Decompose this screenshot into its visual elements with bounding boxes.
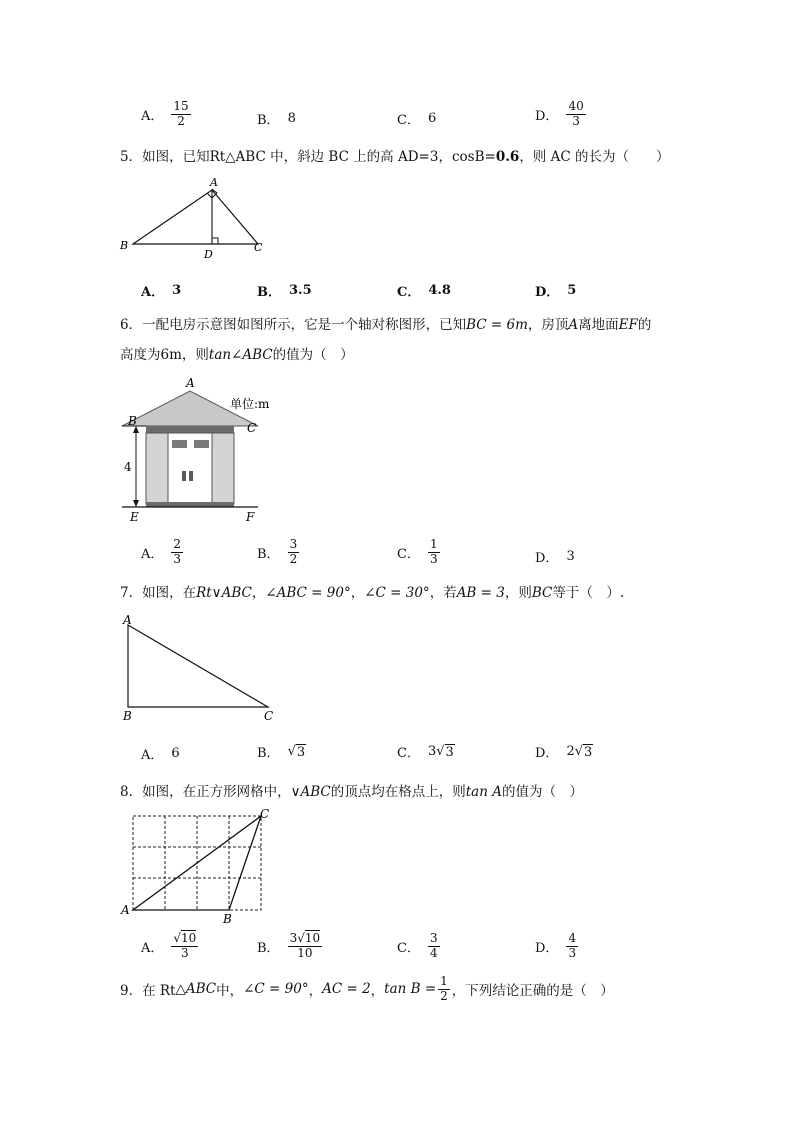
vertex-label-c: C	[260, 807, 270, 821]
option-label: C．	[397, 546, 420, 562]
denominator: 3	[173, 551, 182, 566]
vertex-label-b: B	[128, 414, 137, 428]
window-left	[172, 440, 187, 448]
vertex-label-b: B	[123, 709, 132, 723]
option-value: 4.8	[428, 283, 451, 298]
radicand: 10	[304, 931, 321, 945]
fraction	[171, 538, 183, 567]
fraction	[428, 538, 440, 567]
option-label: C．	[397, 746, 420, 761]
vertex-label-a: A	[123, 613, 132, 627]
fraction	[288, 932, 323, 961]
arrow-down	[133, 500, 139, 507]
denominator: 2	[289, 551, 298, 566]
q9-text: 中，	[216, 983, 244, 1000]
option-label: A．	[141, 940, 164, 956]
q7-triangle: Rt∨ABC	[196, 585, 252, 601]
q7-bc: BC	[531, 585, 553, 601]
unit-label: 单位:m	[230, 397, 270, 411]
fraction	[566, 100, 585, 129]
q9-text: ，	[370, 983, 385, 1000]
numerator	[288, 932, 323, 947]
fraction	[428, 932, 440, 961]
option-label: C．	[397, 940, 420, 956]
numerator: 2	[173, 537, 182, 551]
option-value: 8	[287, 111, 296, 126]
q5-option-c[interactable]	[397, 281, 451, 300]
q5-stem-tail: ，则 AC 的长为（ ）	[519, 149, 670, 165]
q9-tan-b: tan B =	[384, 981, 437, 998]
option-label: C．	[397, 285, 421, 300]
q8-option-d[interactable]	[535, 932, 578, 961]
denominator: 3	[429, 551, 438, 566]
q9-text: 9．在 Rt	[120, 983, 176, 1000]
q7-text: ，	[251, 585, 266, 601]
q7-text: 等于（ ）.	[552, 585, 625, 601]
option-label: B．	[257, 940, 280, 956]
radicand: 10	[181, 931, 197, 945]
q6-point-a: A	[568, 317, 579, 333]
left-wall	[146, 433, 168, 504]
q7-text: ，若	[429, 585, 457, 601]
fraction	[171, 100, 190, 129]
option-value: 3	[566, 549, 575, 564]
door-handle-right	[189, 471, 193, 481]
q8-text: 的顶点均在格点上，则	[330, 784, 466, 800]
coefficient: 2	[566, 744, 575, 759]
q7-text: ，则	[504, 585, 532, 601]
option-label: B．	[257, 285, 281, 300]
denominator: 4	[429, 945, 438, 960]
q8-grid-figure	[118, 806, 278, 928]
option-label: D．	[535, 746, 559, 761]
coefficient: 3	[289, 931, 298, 945]
radicand: 3	[584, 744, 593, 760]
q6-height-value: 6m	[160, 347, 182, 363]
q6-option-c[interactable]	[397, 538, 440, 567]
q5-option-b[interactable]	[257, 281, 312, 300]
fraction	[171, 932, 198, 961]
option-label: B．	[257, 746, 280, 761]
q6-text: ，则	[181, 347, 209, 363]
right-angle-mark-d	[212, 238, 218, 244]
q7-angle-abc: ∠ABC = 90°	[265, 585, 351, 601]
fraction	[566, 932, 578, 961]
denominator: 2	[177, 113, 185, 128]
q7-option-c[interactable]	[397, 742, 455, 761]
q7-triangle-figure	[118, 610, 288, 725]
q5-option-a[interactable]	[141, 281, 181, 300]
numerator: 40	[568, 99, 584, 113]
q7-text: 7．如图，在	[120, 585, 197, 601]
q7-option-b[interactable]	[257, 742, 306, 761]
eave-band	[146, 426, 234, 433]
q9-triangle: △ABC	[175, 981, 217, 998]
vertex-label-b: B	[120, 239, 129, 252]
denominator: 10	[297, 945, 313, 960]
q4-option-b[interactable]	[257, 109, 296, 128]
numerator: 15	[173, 99, 189, 113]
q5-cos-value: 0.6	[495, 149, 520, 165]
window-right	[194, 440, 209, 448]
denominator: 3	[572, 113, 580, 128]
option-label: B．	[257, 546, 280, 562]
numerator: 3	[429, 931, 438, 945]
numerator: 4	[568, 931, 577, 945]
foundation	[146, 502, 234, 507]
vertex-label-a: A	[186, 376, 195, 390]
vertex-label-e: E	[130, 510, 139, 523]
q7-option-a[interactable]	[141, 744, 180, 763]
q5-triangle-figure	[115, 175, 275, 260]
q6-text: ，房顶	[527, 317, 569, 333]
q9-text: ，	[308, 983, 323, 1000]
option-label: D．	[535, 108, 559, 124]
option-label: C．	[397, 113, 420, 128]
q6-option-a[interactable]	[141, 538, 183, 567]
sqrt-sign: √	[436, 744, 445, 759]
option-label: A．	[141, 546, 164, 562]
q9-angle-c: ∠C = 90°	[243, 981, 309, 998]
vertex-label-c: C	[254, 241, 263, 254]
denominator: 3	[568, 945, 577, 960]
q9-stem	[120, 975, 614, 1004]
numerator: 1	[440, 974, 448, 988]
vertex-label-c: C	[247, 421, 257, 435]
q6-option-d[interactable]	[535, 547, 575, 566]
numerator: 3	[289, 537, 298, 551]
sqrt-sign: √	[287, 744, 296, 759]
q6-stem-line2	[120, 343, 354, 363]
sqrt-sign: √	[574, 744, 584, 759]
q6-option-b[interactable]	[257, 538, 299, 567]
q4-option-d[interactable]	[535, 100, 586, 129]
q5-stem-text: 5．如图，已知Rt△ABC 中，斜边 BC 上的高 AD=3，cosB=	[120, 149, 496, 165]
q5-option-d[interactable]	[535, 281, 576, 300]
q6-text: 高度为	[120, 347, 161, 363]
q8-option-c[interactable]	[397, 932, 440, 961]
q7-option-d[interactable]	[535, 742, 593, 761]
vertex-label-c: C	[264, 709, 274, 723]
q8-triangle: ∨ABC	[290, 784, 331, 800]
option-label: A．	[141, 285, 165, 300]
numerator: 1	[429, 537, 438, 551]
q4-option-a[interactable]	[141, 100, 191, 129]
radicand: 3	[296, 744, 306, 760]
q8-tan-a: tan A	[465, 784, 502, 800]
height-label: 4	[124, 460, 132, 474]
q8-option-b[interactable]	[257, 932, 322, 961]
triangle-abc	[128, 625, 268, 707]
q8-text: 的值为（ ）	[501, 784, 583, 800]
triangle-abc	[133, 190, 258, 244]
option-value: 5	[567, 283, 577, 298]
q7-text: ，	[350, 585, 365, 601]
vertex-label-a: A	[210, 176, 218, 189]
q6-ground-ef: EF	[618, 317, 638, 333]
q6-stem-line1	[120, 313, 651, 333]
q9-ac-length: AC = 2	[322, 981, 371, 998]
vertex-label-d: D	[204, 248, 213, 260]
q7-angle-c: ∠C = 30°	[364, 585, 430, 601]
q7-stem	[120, 581, 624, 601]
q6-text: 6．一配电房示意图如图所示，它是一个轴对称图形，已知	[120, 317, 467, 333]
vertex-label-f: F	[246, 510, 255, 523]
q6-text: 的值为（ ）	[272, 347, 354, 363]
triangle-abc	[133, 816, 261, 910]
option-label: D．	[535, 940, 559, 956]
q4-option-c[interactable]	[397, 109, 436, 128]
q6-house-figure	[118, 373, 278, 523]
q6-text: 的	[637, 317, 652, 333]
option-label: B．	[257, 113, 280, 128]
vertex-label-b: B	[223, 912, 232, 926]
q6-tan-expression: tan∠ABC	[208, 347, 273, 363]
option-value: 3	[172, 283, 182, 298]
fraction	[288, 538, 300, 567]
sqrt-sign: √	[297, 931, 305, 945]
fraction	[438, 975, 450, 1004]
q9-text: ，下列结论正确的是（ ）	[451, 983, 614, 1000]
coefficient: 3	[427, 744, 437, 759]
option-label: D．	[535, 285, 560, 300]
q8-option-a[interactable]	[141, 932, 198, 961]
option-label: A．	[141, 748, 164, 763]
q6-bc-length: BC = 6m	[466, 317, 528, 333]
denominator: 3	[181, 945, 189, 960]
denominator: 2	[440, 988, 448, 1003]
option-value: 6	[427, 111, 437, 126]
option-label: D．	[535, 551, 559, 566]
sqrt-sign: √	[173, 931, 182, 945]
option-value: 3.5	[289, 283, 312, 298]
q7-ab-length: AB = 3	[456, 585, 505, 601]
radicand: 3	[445, 744, 454, 760]
option-value: 6	[171, 746, 180, 761]
q8-text: 8．如图，在正方形网格中，	[120, 784, 291, 800]
numerator	[171, 932, 198, 947]
q5-stem	[120, 145, 669, 165]
q8-stem	[120, 780, 583, 800]
q6-text: 离地面	[578, 317, 619, 333]
vertex-label-a: A	[121, 903, 130, 917]
option-label: A．	[141, 108, 164, 124]
right-wall	[212, 433, 234, 504]
door-handle-left	[182, 471, 186, 481]
